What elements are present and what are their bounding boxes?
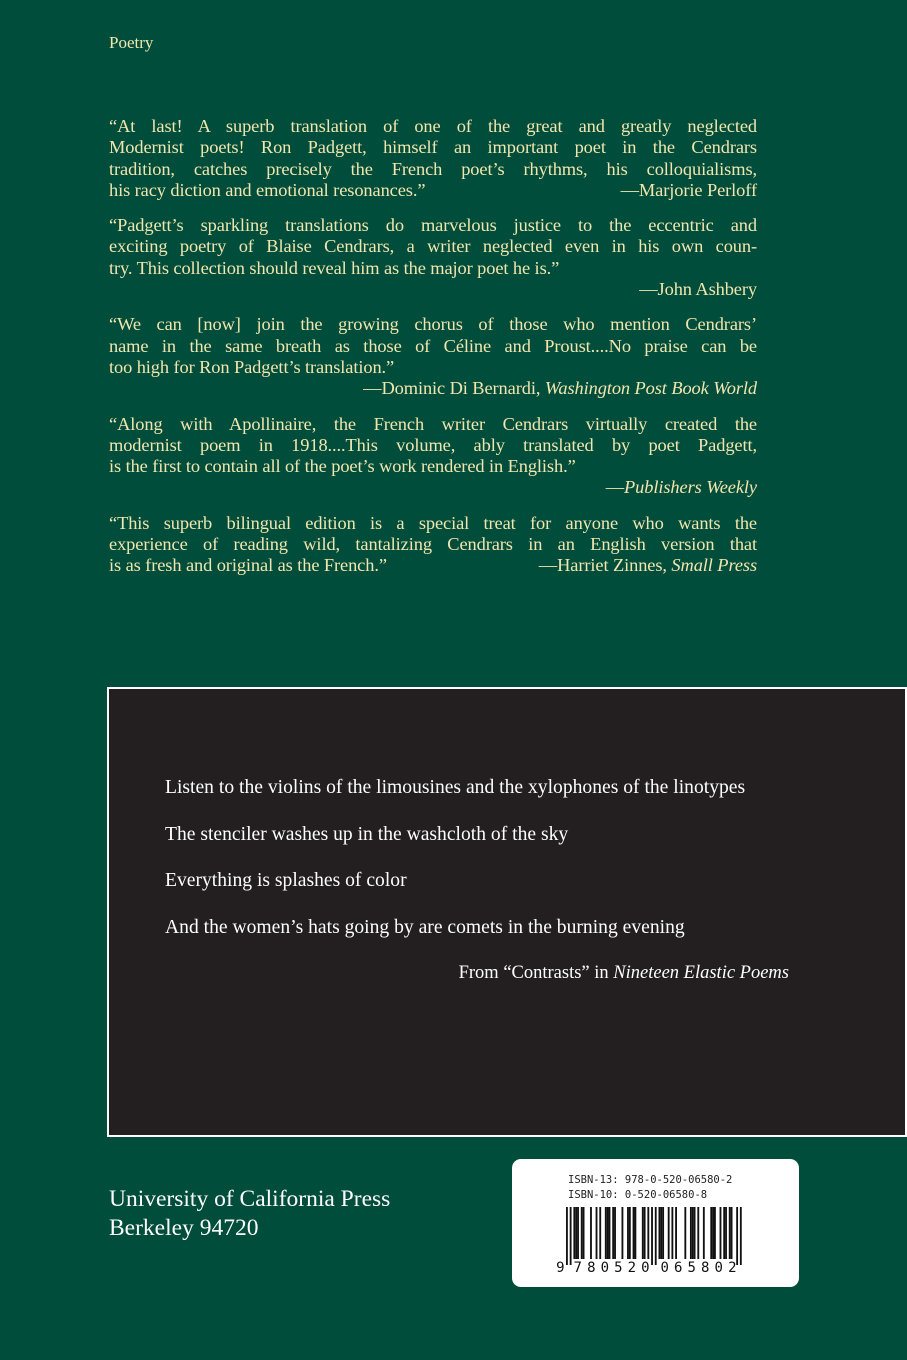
barcode-bar xyxy=(607,1207,609,1259)
blurb-line: exciting poetry of Blaise Cendrars, a writer neglected even in his own coun- xyxy=(109,236,757,257)
barcode-bar xyxy=(731,1207,733,1259)
barcode-bar xyxy=(723,1207,725,1259)
barcode-bar xyxy=(614,1207,616,1259)
blurb-line: “This superb bilingual edition is a special treat for anyone who wants the xyxy=(109,512,757,533)
barcode-bar xyxy=(655,1207,657,1265)
isbn10-line xyxy=(568,1188,732,1203)
barcode-bar xyxy=(622,1207,624,1259)
barcode-bar xyxy=(605,1207,607,1259)
barcode-bar xyxy=(662,1207,664,1259)
blurb-attribution: —John Ashbery xyxy=(639,279,757,300)
barcode-bar xyxy=(583,1207,585,1259)
barcode-bar xyxy=(725,1207,727,1259)
ean13-barcode xyxy=(556,1207,762,1273)
blurb-line: “At last! A superb translation of one of the great and greatly neglected xyxy=(109,116,757,136)
blurb-publishers-weekly xyxy=(109,414,757,499)
isbn13-label: ISBN-13: xyxy=(568,1174,619,1186)
barcode-bar xyxy=(671,1207,673,1259)
barcode-digits: 9 xyxy=(556,1260,565,1273)
poem-source-title: Nineteen Elastic Poems xyxy=(613,963,789,983)
attribution-publication: Publishers Weekly xyxy=(624,477,757,498)
blurb-line-text: his racy diction and emotional resonances.” xyxy=(109,179,426,200)
blurb-line: modernist poem in 1918....This volume, ably translated by poet Padgett, xyxy=(109,434,757,455)
blurb-perloff xyxy=(109,116,757,201)
blurb-di-bernardi xyxy=(109,314,757,399)
barcode-bar xyxy=(577,1207,579,1259)
barcode-bar xyxy=(596,1207,598,1259)
review-blurbs xyxy=(109,116,757,591)
poem-line: Listen to the violins of the limousines and the xylophones of the linotypes xyxy=(165,777,746,798)
barcode-bar xyxy=(690,1207,692,1259)
blurb-ashbery xyxy=(109,215,757,300)
poem-line: The stenciler washes up in the washcloth of the sky xyxy=(165,823,569,845)
isbn10-label: ISBN-10: xyxy=(568,1188,619,1201)
barcode-bar xyxy=(612,1207,614,1259)
attribution-name: —Harriet Zinnes, xyxy=(538,555,672,576)
barcode-digits: 065802 xyxy=(660,1260,737,1273)
barcode-bar xyxy=(581,1207,583,1259)
blurb-line: “Padgett’s sparkling translations do marvelous justice to the eccentric and xyxy=(109,215,757,236)
barcode-bar xyxy=(647,1207,649,1259)
attribution-publication: Small Press xyxy=(671,555,757,576)
attribution-name: — xyxy=(605,477,625,498)
barcode-bar xyxy=(642,1207,644,1259)
barcode-bar xyxy=(634,1207,636,1259)
blurb-line: “Along with Apollinaire, the French writer Cendrars virtually created the xyxy=(109,413,757,434)
isbn13-line xyxy=(568,1173,732,1188)
barcode-bar xyxy=(729,1207,731,1259)
barcode-bar xyxy=(712,1207,714,1259)
barcode-bar xyxy=(694,1207,696,1259)
blurb-line: too high for Ron Padgett’s translation.” xyxy=(109,356,395,377)
isbn-labels xyxy=(568,1173,732,1202)
barcode-bar xyxy=(644,1207,646,1259)
publisher-city: Berkeley 94720 xyxy=(109,1215,259,1241)
blurb-attribution: —Marjorie Perloff xyxy=(620,179,757,200)
poem-line: And the women’s hats going by are comets in the burning evening xyxy=(165,916,685,938)
blurb-attribution xyxy=(539,555,757,576)
poem-excerpt-box xyxy=(107,687,907,1137)
barcode-bar xyxy=(714,1207,716,1259)
blurb-line: name in the same breath as those of Céline and Proust....No praise can be xyxy=(109,335,757,356)
blurb-attribution xyxy=(109,477,757,498)
category-label: Poetry xyxy=(109,33,154,52)
barcode-bar xyxy=(633,1207,635,1259)
blurb-zinnes xyxy=(109,513,757,577)
blurb-line: try. This collection should reveal him as the major poet he is.” xyxy=(109,257,560,278)
barcode-bar xyxy=(575,1207,577,1259)
barcode-bar xyxy=(651,1207,653,1265)
barcode-bar xyxy=(660,1207,662,1259)
barcode-bar xyxy=(720,1207,722,1259)
poem-excerpt xyxy=(165,776,789,985)
barcode-bar xyxy=(740,1207,742,1265)
poem-line: Everything is splashes of color xyxy=(165,870,407,891)
barcode-bar xyxy=(566,1207,568,1265)
attribution-name: —Dominic Di Bernardi, xyxy=(363,378,545,399)
blurb-line: experience of reading wild, tantalizing Cendrars in an English version that xyxy=(109,534,757,555)
blurb-line: tradition, catches precisely the French poet’s rhythms, his colloquialisms, xyxy=(109,158,757,179)
barcode-bar xyxy=(675,1207,677,1259)
poem-source-prefix: From “Contrasts” in xyxy=(458,963,614,983)
barcode-bar xyxy=(703,1207,705,1259)
blurb-line xyxy=(109,555,757,576)
barcode-bar xyxy=(627,1207,629,1259)
barcode-bar xyxy=(668,1207,670,1259)
barcode-bar xyxy=(599,1207,601,1259)
barcode-bar xyxy=(659,1207,661,1259)
barcode-bar xyxy=(736,1207,738,1265)
isbn10-value: 0-520-06580-8 xyxy=(624,1188,708,1201)
publisher-imprint xyxy=(109,1185,390,1243)
attribution-publication: Washington Post Book World xyxy=(544,378,757,399)
blurb-line: Modernist poets! Ron Padgett, himself an important poet in the Cendrars xyxy=(109,137,757,158)
barcode-bar xyxy=(692,1207,694,1259)
blurb-line-text: is as fresh and original as the French.” xyxy=(109,555,387,576)
barcode-bar xyxy=(697,1207,699,1259)
barcode-bar xyxy=(629,1207,631,1259)
blurb-line xyxy=(109,180,757,201)
barcode-bar xyxy=(710,1207,712,1259)
barcode-bar xyxy=(609,1207,611,1259)
blurb-attribution xyxy=(109,378,757,399)
publisher-name: University of California Press xyxy=(109,1186,391,1212)
barcode-bar xyxy=(570,1207,572,1265)
barcode-bar xyxy=(590,1207,592,1259)
isbn-barcode-card xyxy=(512,1159,799,1287)
barcode-bar xyxy=(684,1207,686,1259)
barcode-bar xyxy=(573,1207,575,1259)
isbn13-value: 978-0-520-06580-2 xyxy=(624,1174,733,1186)
barcode-digits: 780520 xyxy=(573,1260,650,1273)
blurb-line: “We can [now] join the growing chorus of those who mention Cendrars’ xyxy=(109,314,757,335)
blurb-line: is the first to contain all of the poet’s work rendered in English.” xyxy=(109,456,576,477)
poem-source xyxy=(165,961,789,985)
